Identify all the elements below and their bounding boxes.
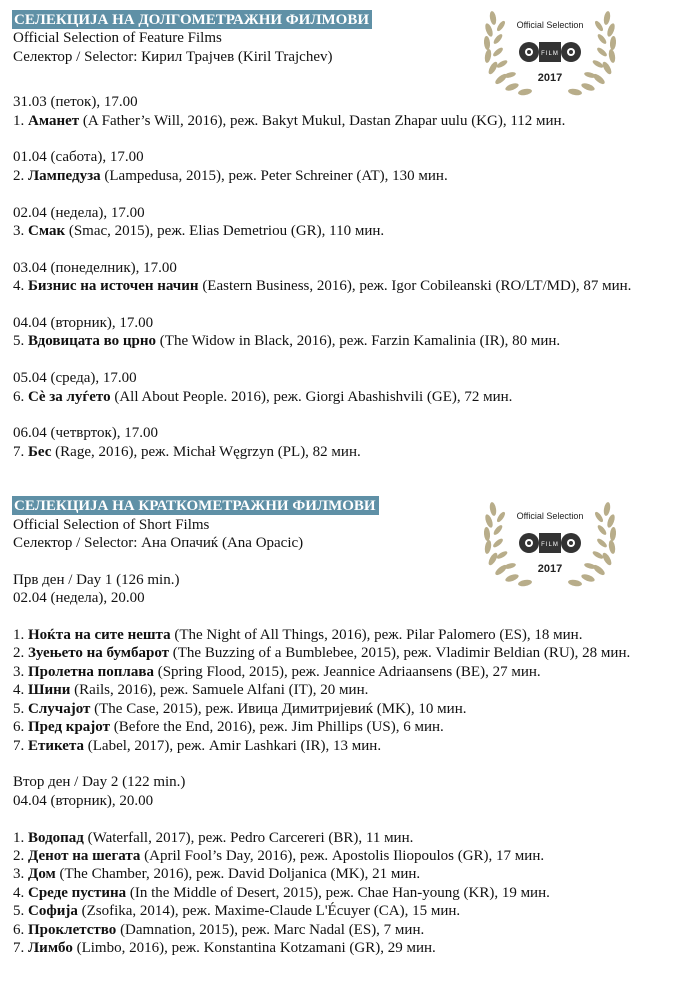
day-label: Прв ден / Day 1 (126 min.) xyxy=(13,571,180,588)
section-heading: СЕЛЕКЦИЈА НА ДОЛГОМЕТРАЖНИ ФИЛМОВИ xyxy=(12,10,372,29)
film-details: (The Buzzing of a Bumblebee, 2015), реж. Vladimir Beldian (RU), 28 мин. xyxy=(169,645,631,662)
screening-item xyxy=(13,259,673,296)
program-day xyxy=(13,773,673,957)
film-title: Софија xyxy=(28,903,78,920)
film-details: (Smac, 2015), реж. Elias Demetriou (GR), 110 мин. xyxy=(65,223,385,240)
screening-date: 04.04 (вторник), 17.00 xyxy=(13,315,154,332)
film-details: (Waterfall, 2017), реж. Pedro Carcereri (BR), 11 мин. xyxy=(83,829,414,846)
film-entry xyxy=(13,277,673,295)
film-number: 7. xyxy=(13,443,25,460)
screening-item xyxy=(13,148,673,185)
film-details: (Zsofika, 2014), реж. Maxime-Claude L'Écuyer (CA), 15 мин. xyxy=(77,903,461,920)
film-details: (A Father’s Will, 2016), реж. Bakyt Mukul, Dastan Zhapar uulu (KG), 112 мин. xyxy=(79,112,566,129)
film-entry xyxy=(13,332,673,350)
badge-year: 2017 xyxy=(537,72,563,84)
screening-date: 05.04 (среда), 17.00 xyxy=(13,370,137,387)
film-details: (All About People. 2016), реж. Giorgi Abashishvili (GE), 72 мин. xyxy=(110,388,513,405)
selector-line: Селектор / Selector: Кирил Трајчев (Kiril Trajchev) xyxy=(13,48,333,65)
film-title: Бес xyxy=(28,443,52,460)
film-entry xyxy=(13,112,673,130)
day-label: Втор ден / Day 2 (122 min.) xyxy=(13,774,186,791)
film-number: 4. xyxy=(13,884,25,901)
film-number: 7. xyxy=(13,939,25,956)
film-entry xyxy=(13,884,673,902)
film-number: 7. xyxy=(13,737,25,754)
film-number: 3. xyxy=(13,663,25,680)
film-details: (Label, 2017), реж. Amir Lashkari (IR), 13 мин. xyxy=(84,737,382,754)
short-films-section xyxy=(13,496,673,957)
film-title: Аманет xyxy=(28,112,80,129)
film-title: Пролетна поплава xyxy=(28,663,154,680)
film-entry xyxy=(13,222,673,240)
film-entry xyxy=(13,626,673,644)
document-page xyxy=(13,10,673,957)
film-number: 4. xyxy=(13,278,25,295)
screening-date: 02.04 (недела), 17.00 xyxy=(13,204,145,221)
screening-date: 01.04 (сабота), 17.00 xyxy=(13,149,144,166)
film-title: Зуењето на бумбарот xyxy=(28,645,169,662)
film-number: 1. xyxy=(13,627,25,644)
film-details: (The Chamber, 2016), реж. David Doljanica (MK), 21 мин. xyxy=(55,866,421,883)
film-number: 3. xyxy=(13,866,25,883)
program-day xyxy=(13,571,673,755)
film-title: Пред крајот xyxy=(28,719,110,736)
film-details: (The Case, 2015), реж. Ивица Димитријевиќ (MK), 10 мин. xyxy=(90,700,467,717)
film-details: (Eastern Business, 2016), реж. Igor Cobileanski (RO/LT/MD), 87 мин. xyxy=(198,278,632,295)
film-entry xyxy=(13,902,673,920)
film-details: (Rails, 2016), реж. Samuele Alfani (IT), 20 мин. xyxy=(70,682,369,699)
screening-date: 06.04 (четврток), 17.00 xyxy=(13,425,159,442)
feature-films-section xyxy=(13,10,673,461)
film-number: 1. xyxy=(13,112,25,129)
film-number: 6. xyxy=(13,388,25,405)
film-entry xyxy=(13,921,673,939)
film-details: (Damnation, 2015), реж. Marc Nadal (ES), 7 мин. xyxy=(116,921,425,938)
film-number: 5. xyxy=(13,700,25,717)
film-entry xyxy=(13,663,673,681)
badge-year: 2017 xyxy=(537,563,563,575)
film-details: (Lampedusa, 2015), реж. Peter Schreiner (AT), 130 мин. xyxy=(100,167,448,184)
badge-label: Official Selection xyxy=(516,20,584,30)
film-title: Бизнис на источен начин xyxy=(28,278,199,295)
feature-screening-list xyxy=(13,93,673,461)
film-entry xyxy=(13,681,673,699)
screening-item xyxy=(13,424,673,461)
day-date: 02.04 (недела), 20.00 xyxy=(13,590,145,607)
section-subtitle: Official Selection of Short Films xyxy=(13,516,210,533)
film-title: Смак xyxy=(28,223,66,240)
film-entry xyxy=(13,718,673,736)
film-entry xyxy=(13,167,673,185)
screening-item xyxy=(13,204,673,241)
film-number: 5. xyxy=(13,903,25,920)
badge-film-text: FILM xyxy=(541,542,559,548)
film-entry xyxy=(13,829,673,847)
film-number: 4. xyxy=(13,682,25,699)
film-entry xyxy=(13,443,673,461)
section-heading: СЕЛЕКЦИЈА НА КРАТКОМЕТРАЖНИ ФИЛМОВИ xyxy=(12,496,379,515)
film-details: (The Night of All Things, 2016), реж. Pilar Palomero (ES), 18 мин. xyxy=(170,627,583,644)
film-title: Вдовицата во црно xyxy=(28,333,157,350)
film-entry xyxy=(13,737,673,755)
screening-item xyxy=(13,314,673,351)
film-details: (April Fool’s Day, 2016), реж. Apostolis Iliopoulos (GR), 17 мин. xyxy=(140,847,545,864)
film-details: (Before the End, 2016), реж. Jim Phillips (US), 6 мин. xyxy=(109,719,444,736)
film-title: Случајот xyxy=(28,700,91,717)
film-title: Шини xyxy=(28,682,71,699)
film-details: (The Widow in Black, 2016), реж. Farzin Kamalinia (IR), 80 мин. xyxy=(156,333,561,350)
film-number: 6. xyxy=(13,719,25,736)
screening-date: 31.03 (петок), 17.00 xyxy=(13,94,138,111)
film-title: Ноќта на сите нешта xyxy=(28,627,171,644)
film-number: 5. xyxy=(13,333,25,350)
film-title: Среде пустина xyxy=(28,884,127,901)
badge-label: Official Selection xyxy=(516,511,584,521)
screening-item xyxy=(13,369,673,406)
film-entry xyxy=(13,700,673,718)
film-entry xyxy=(13,865,673,883)
film-entry xyxy=(13,388,673,406)
section-subtitle: Official Selection of Feature Films xyxy=(13,30,222,47)
film-number: 1. xyxy=(13,829,25,846)
badge-film-text: FILM xyxy=(541,51,559,57)
film-details: (In the Middle of Desert, 2015), реж. Chae Han-young (KR), 19 мин. xyxy=(126,884,550,901)
film-entry xyxy=(13,939,673,957)
film-title: Етикета xyxy=(28,737,84,754)
screening-date: 03.04 (понеделник), 17.00 xyxy=(13,259,177,276)
film-details: (Rage, 2016), реж. Michał Węgrzyn (PL), 82 мин. xyxy=(51,443,361,460)
film-title: Проклетство xyxy=(28,921,117,938)
film-number: 2. xyxy=(13,645,25,662)
film-entry xyxy=(13,847,673,865)
screening-item xyxy=(13,93,673,130)
short-days-list xyxy=(13,571,673,957)
film-number: 6. xyxy=(13,921,25,938)
film-entry xyxy=(13,644,673,662)
film-details: (Limbo, 2016), реж. Konstantina Kotzamani (GR), 29 мин. xyxy=(72,939,436,956)
film-number: 3. xyxy=(13,223,25,240)
film-title: Сè за луѓето xyxy=(28,388,111,405)
film-title: Лампедуза xyxy=(28,167,101,184)
day-date: 04.04 (вторник), 20.00 xyxy=(13,792,154,809)
selector-line: Селектор / Selector: Ана Опачиќ (Ana Opacic) xyxy=(13,535,304,552)
film-number: 2. xyxy=(13,167,25,184)
film-number: 2. xyxy=(13,847,25,864)
film-details: (Spring Flood, 2015), реж. Jeannice Adriaansens (BE), 27 мин. xyxy=(153,663,541,680)
film-title: Водопад xyxy=(28,829,84,846)
film-title: Дом xyxy=(28,866,56,883)
film-title: Денот на шегата xyxy=(28,847,141,864)
film-title: Лимбо xyxy=(28,939,73,956)
